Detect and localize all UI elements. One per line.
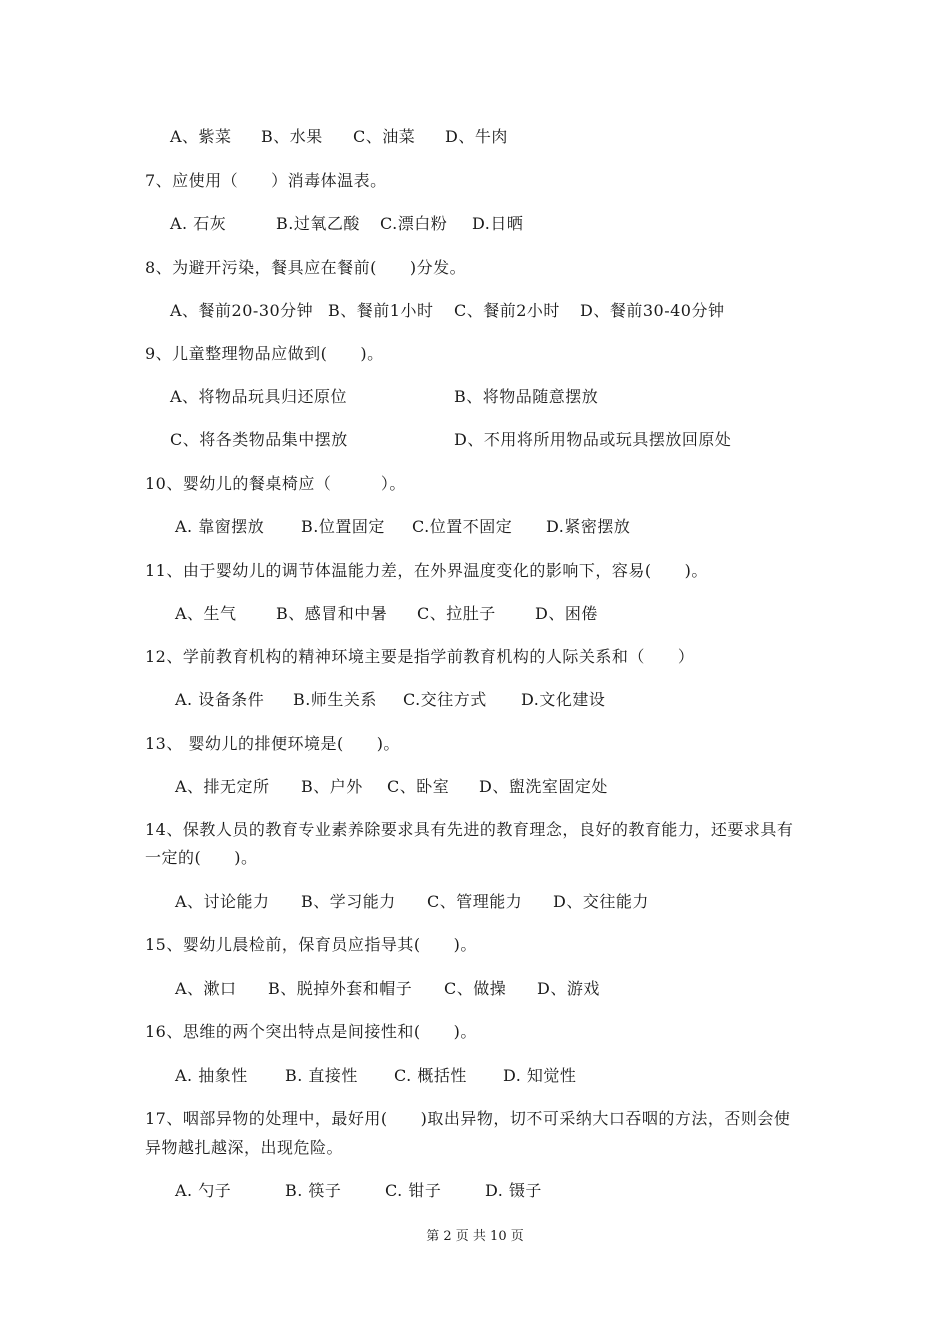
q14-options — [175, 892, 649, 912]
option-d: D、交往能力 — [553, 892, 649, 911]
option-b: B、将物品随意摆放 — [454, 387, 599, 406]
option-a: A. 石灰 — [170, 214, 227, 233]
question-16: 16、思维的两个突出特点是间接性和( )。 — [145, 1022, 477, 1041]
option-a: A. 抽象性 — [175, 1066, 248, 1085]
q8-options — [170, 301, 724, 321]
question-14-line2: 一定的( )。 — [145, 848, 258, 867]
q16-options — [175, 1066, 576, 1086]
q9-options-row1 — [170, 387, 598, 407]
option-a: A. 靠窗摆放 — [175, 517, 265, 536]
question-10: 10、婴幼儿的餐桌椅应（ ）。 — [145, 474, 406, 493]
option-b: B.师生关系 — [293, 690, 377, 709]
option-b: B、户外 — [301, 777, 363, 796]
question-15: 15、婴幼儿晨检前，保育员应指导其( )。 — [145, 935, 477, 954]
option-a: A. 勺子 — [175, 1181, 232, 1200]
question-12: 12、学前教育机构的精神环境主要是指学前教育机构的人际关系和（ ） — [145, 647, 695, 666]
option-d: D、困倦 — [535, 604, 598, 623]
option-c: C. 钳子 — [385, 1181, 442, 1200]
question-13: 13、 婴幼儿的排便环境是( )。 — [145, 734, 400, 753]
option-d: D. 知觉性 — [503, 1066, 577, 1085]
option-d: D、不用将所用物品或玩具摆放回原处 — [454, 430, 732, 449]
question-9: 9、儿童整理物品应做到( )。 — [145, 344, 384, 363]
option-d: D.文化建设 — [521, 690, 606, 709]
question-17-line2: 异物越扎越深，出现危险。 — [145, 1138, 344, 1157]
option-d: D、盥洗室固定处 — [479, 777, 608, 796]
option-b: B、水果 — [261, 127, 323, 146]
question-11: 11、由于婴幼儿的调节体温能力差，在外界温度变化的影响下，容易( )。 — [145, 561, 708, 580]
option-b: B.过氧乙酸 — [276, 214, 360, 233]
option-a: A、将物品玩具归还原位 — [170, 387, 348, 406]
option-b: B.位置固定 — [301, 517, 385, 536]
option-d: D、游戏 — [537, 979, 600, 998]
option-c: C.漂白粉 — [380, 214, 448, 233]
question-8: 8、为避开污染，餐具应在餐前( )分发。 — [145, 258, 467, 277]
option-c: C、做操 — [444, 979, 507, 998]
option-d: D.紧密摆放 — [546, 517, 631, 536]
option-a: A、讨论能力 — [175, 892, 270, 911]
option-c: C.位置不固定 — [412, 517, 513, 536]
option-d: D、餐前30-40分钟 — [580, 301, 725, 320]
q13-options — [175, 777, 608, 797]
option-d: D、牛肉 — [445, 127, 508, 146]
q9-options-row2 — [170, 430, 731, 450]
option-b: B. 直接性 — [285, 1066, 358, 1085]
option-b: B. 筷子 — [285, 1181, 342, 1200]
question-14-line1: 14、保教人员的教育专业素养除要求具有先进的教育理念，良好的教育能力，还要求具有 — [145, 820, 794, 839]
option-c: C、卧室 — [387, 777, 450, 796]
q10-options — [175, 517, 630, 537]
option-c: C、拉肚子 — [417, 604, 496, 623]
option-a: A. 设备条件 — [175, 690, 265, 709]
option-c: C、餐前2小时 — [454, 301, 560, 320]
option-b: B、学习能力 — [301, 892, 396, 911]
option-a: A、排无定所 — [175, 777, 270, 796]
option-b: B、感冒和中暑 — [276, 604, 388, 623]
option-a: A、紫菜 — [170, 127, 232, 146]
option-a: A、漱口 — [175, 979, 237, 998]
q17-options — [175, 1181, 542, 1201]
q15-options — [175, 979, 600, 999]
option-b: B、餐前1小时 — [328, 301, 434, 320]
option-c: C. 概括性 — [394, 1066, 467, 1085]
option-c: C、油菜 — [353, 127, 416, 146]
q6-options — [170, 127, 508, 147]
option-c: C、将各类物品集中摆放 — [170, 430, 348, 449]
option-d: D. 镊子 — [485, 1181, 542, 1200]
q12-options — [175, 690, 605, 710]
question-7: 7、应使用（ ）消毒体温表。 — [145, 171, 387, 190]
q7-options — [170, 214, 523, 234]
option-b: B、脱掉外套和帽子 — [268, 979, 413, 998]
option-c: C、管理能力 — [427, 892, 523, 911]
option-a: A、餐前20-30分钟 — [170, 301, 314, 320]
option-c: C.交往方式 — [403, 690, 487, 709]
page-number-footer: 第 2 页 共 10 页 — [426, 1229, 524, 1244]
option-d: D.日晒 — [472, 214, 524, 233]
question-17-line1: 17、咽部异物的处理中，最好用( )取出异物，切不可采纳大口吞咽的方法，否则会使 — [145, 1109, 791, 1128]
q11-options — [175, 604, 598, 624]
option-a: A、生气 — [175, 604, 237, 623]
